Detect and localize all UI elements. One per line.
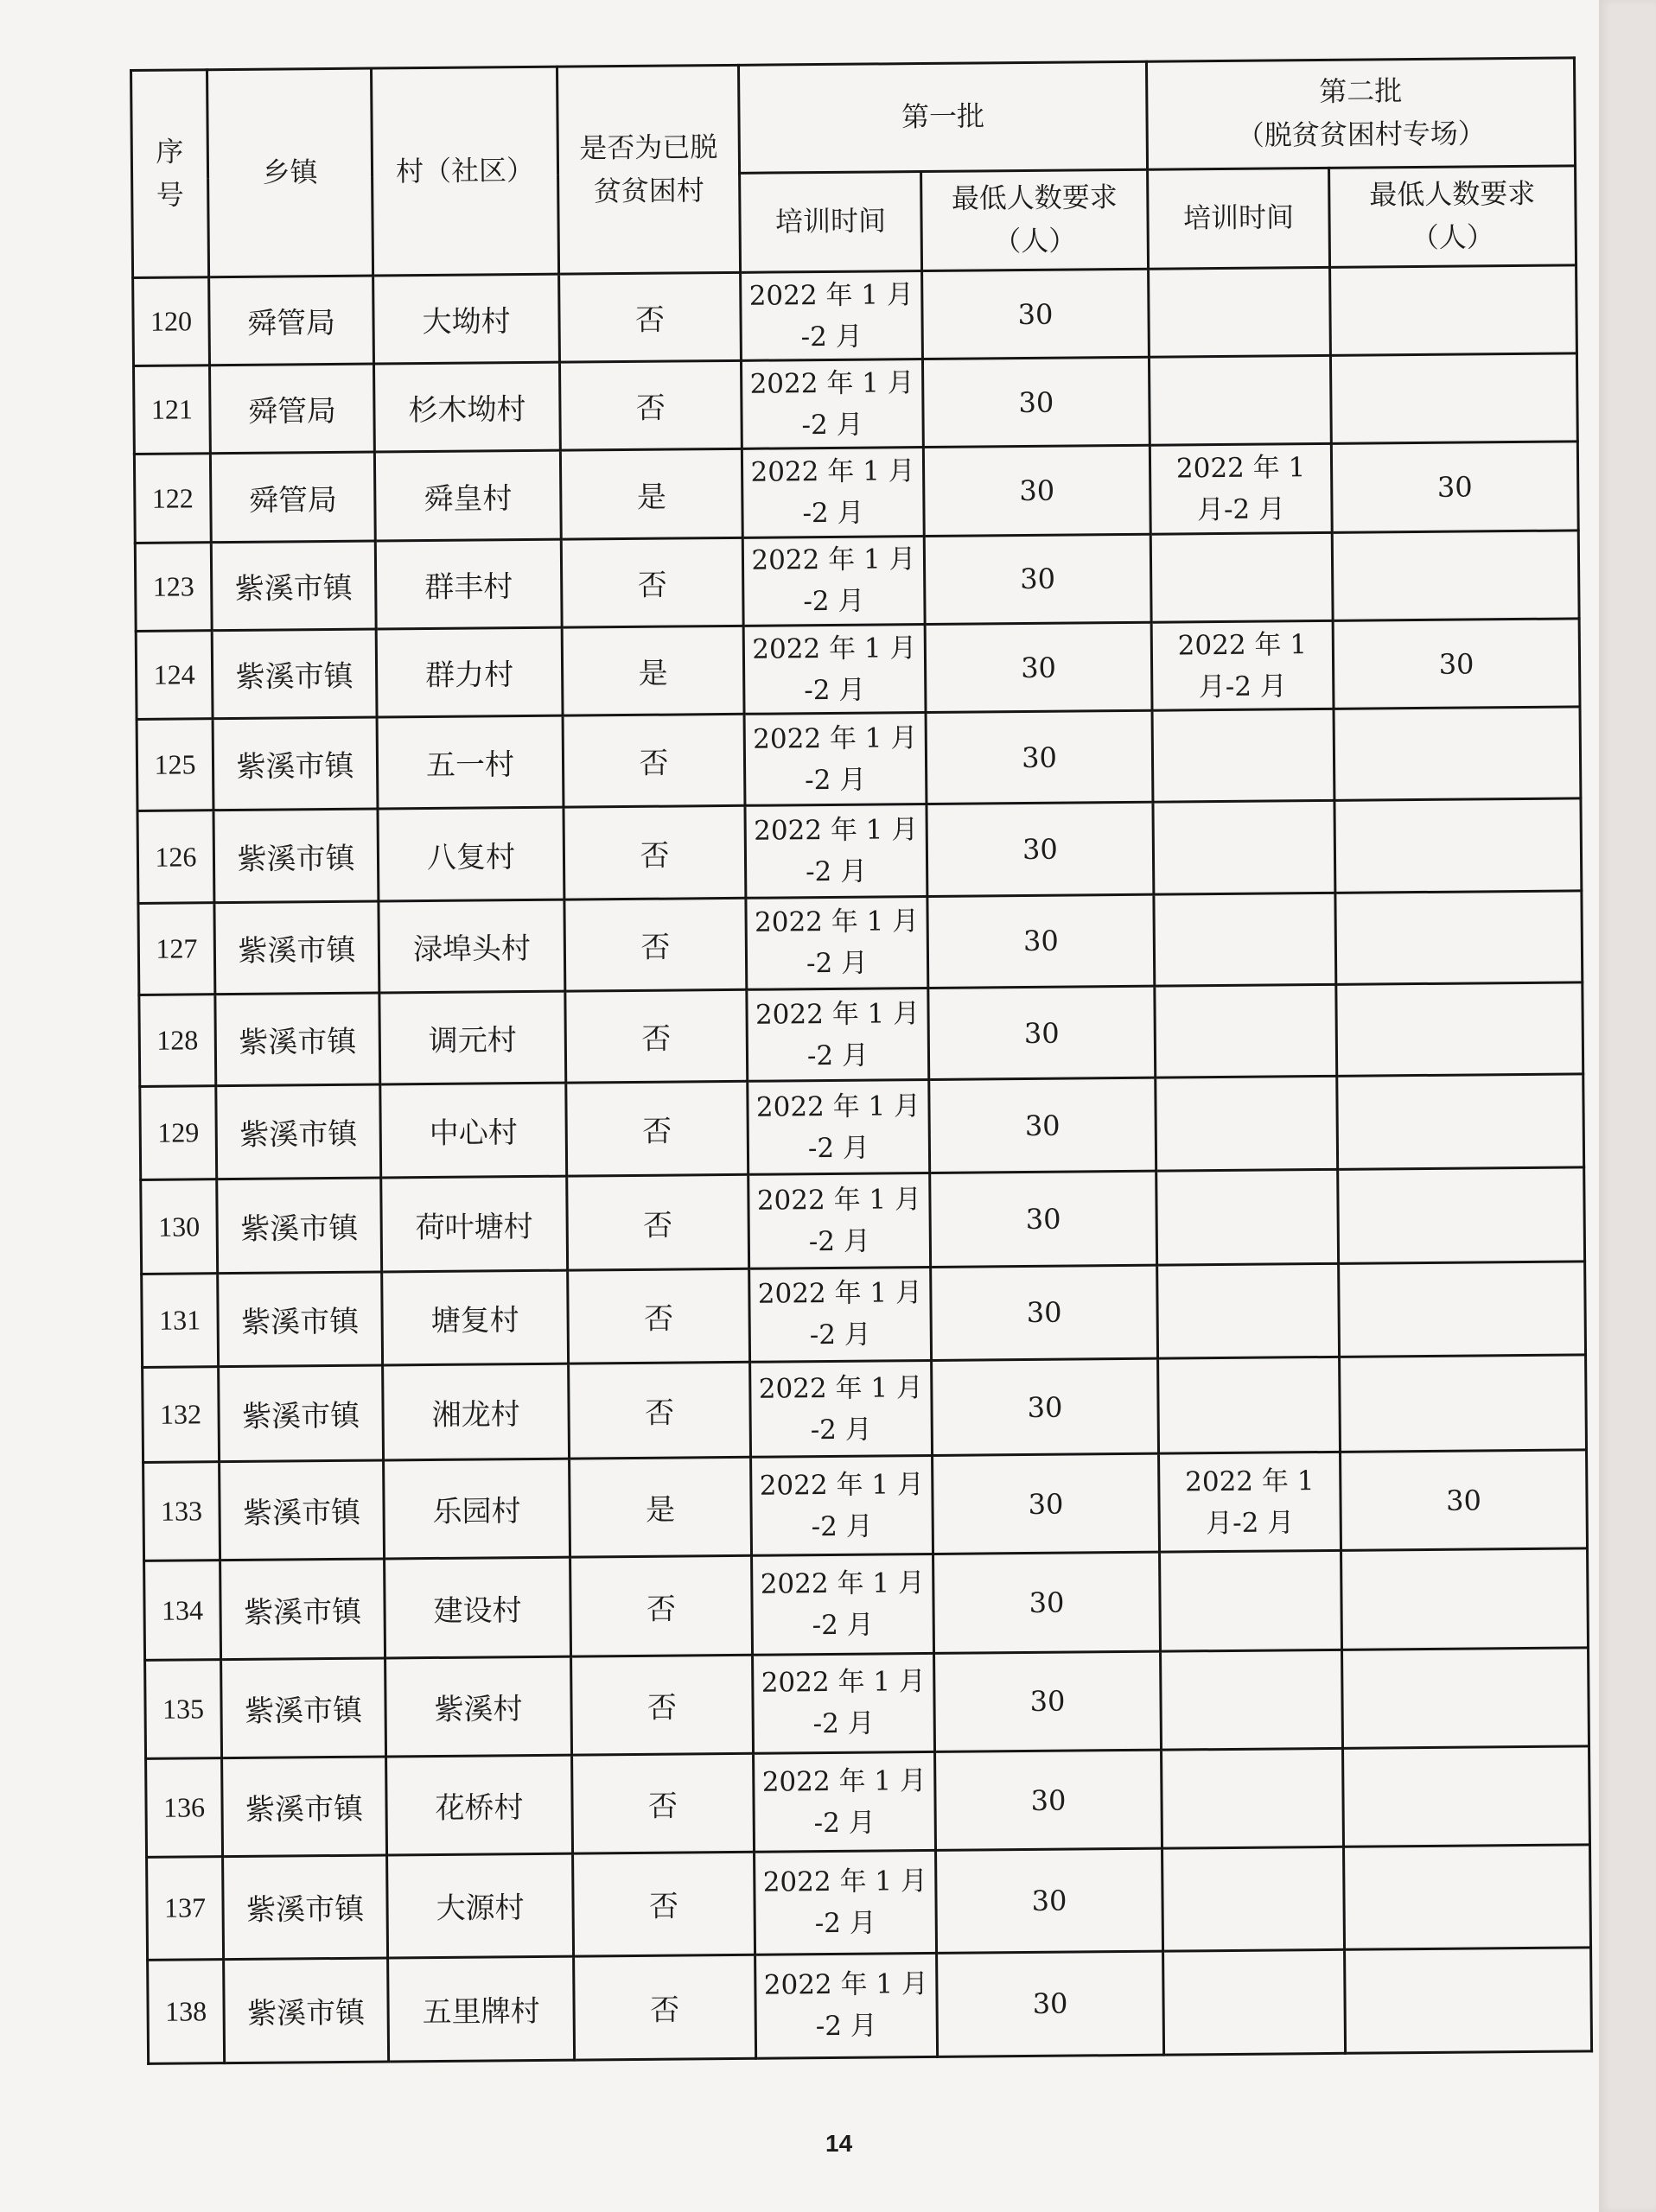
batch2-time-line xyxy=(1167,1600,1335,1602)
batch2-min-cell: 30 xyxy=(1331,442,1578,532)
batch2-time-line xyxy=(1169,1898,1338,1900)
batch1-time-line: 2022 年 1 月 xyxy=(755,997,920,1031)
batch2-time-line xyxy=(1169,1797,1337,1799)
batch1-time-line: -2 月 xyxy=(814,1907,876,1940)
batch2-min-cell xyxy=(1330,265,1577,356)
village-cell: 八复村 xyxy=(378,808,564,901)
table-row xyxy=(136,619,1580,720)
batch1-time-line: 2022 年 1 月 xyxy=(759,1468,925,1502)
village-cell: 五一村 xyxy=(377,715,564,809)
batch2-min-cell: 30 xyxy=(1333,619,1580,709)
batch2-min-cell xyxy=(1341,1548,1589,1649)
batch1-time-line: 2022 年 1 月 xyxy=(763,1968,929,2001)
batch1-time-line: -2 月 xyxy=(812,1707,875,1740)
batch1-time-line: 2022 年 1 月 xyxy=(755,1090,921,1123)
batch2-time-line: 月-2 月 xyxy=(1196,493,1286,526)
town-cell: 紫溪市镇 xyxy=(213,717,378,810)
batch1-time-cell xyxy=(741,359,923,449)
batch1-time-line: -2 月 xyxy=(805,855,868,888)
poverty-status-cell: 否 xyxy=(573,1853,755,1956)
batch1-time-line: 2022 年 1 月 xyxy=(758,1371,924,1405)
batch2-time-line xyxy=(1170,2001,1339,2003)
header-batch2-time: 培训时间 xyxy=(1148,168,1330,269)
town-cell: 紫溪市镇 xyxy=(220,1559,385,1659)
batch2-time-line xyxy=(1163,1217,1332,1218)
poverty-status-cell: 否 xyxy=(564,806,746,899)
town-cell: 舜管局 xyxy=(210,453,375,543)
batch1-time-line: -2 月 xyxy=(805,764,867,797)
batch2-time-cell xyxy=(1159,1452,1341,1553)
row-number-cell: 125 xyxy=(137,719,213,811)
poverty-status-cell: 否 xyxy=(574,1955,756,2060)
poverty-status-cell: 否 xyxy=(569,1362,751,1459)
batch1-min-cell: 30 xyxy=(936,1848,1163,1953)
batch2-time-line xyxy=(1162,1030,1330,1032)
village-cell: 群丰村 xyxy=(375,539,562,629)
batch1-min-cell: 30 xyxy=(934,1651,1162,1752)
batch1-min-cell: 30 xyxy=(927,803,1154,897)
village-cell: 大源村 xyxy=(387,1853,574,1957)
batch1-time-cell xyxy=(743,624,926,714)
batch1-min-cell: 30 xyxy=(923,446,1150,537)
row-number-cell: 124 xyxy=(136,631,213,720)
batch1-min-cell: 30 xyxy=(928,986,1156,1080)
header-village: 村（社区） xyxy=(372,67,559,276)
header-town: 乡镇 xyxy=(207,68,373,277)
batch1-time-cell xyxy=(742,448,924,537)
header-batch2-min: 最低人数要求 （人） xyxy=(1329,166,1576,267)
batch2-time-line xyxy=(1156,400,1324,402)
batch2-min-cell xyxy=(1343,1746,1590,1847)
poverty-status-cell: 是 xyxy=(560,449,742,539)
village-cell: 大坳村 xyxy=(373,274,560,364)
batch2-time-line xyxy=(1169,1898,1338,1900)
table-row xyxy=(137,798,1582,903)
batch2-min-cell xyxy=(1332,531,1579,621)
header-batch1: 第一批 xyxy=(738,61,1147,173)
batch2-time-line xyxy=(1170,2001,1339,2003)
batch1-time-cell xyxy=(746,896,928,989)
batch1-min-cell: 30 xyxy=(937,1951,1164,2057)
batch1-time-line: -2 月 xyxy=(811,1510,873,1542)
village-cell: 乐园村 xyxy=(384,1459,570,1559)
batch1-min-cell: 30 xyxy=(930,1172,1157,1268)
poverty-status-cell: 否 xyxy=(559,272,742,362)
batch1-time-line: 2022 年 1 月 xyxy=(754,906,920,938)
batch1-min-cell: 30 xyxy=(927,894,1155,988)
batch2-time-cell xyxy=(1154,893,1336,986)
batch2-time-cell xyxy=(1149,356,1331,446)
row-number-cell: 136 xyxy=(146,1758,223,1858)
town-cell: 紫溪市镇 xyxy=(219,1365,384,1462)
town-cell: 紫溪市镇 xyxy=(212,629,377,719)
header-seq: 序 号 xyxy=(131,70,209,278)
town-cell: 紫溪市镇 xyxy=(211,541,376,631)
batch2-time-line xyxy=(1162,1030,1330,1032)
batch2-time-cell xyxy=(1150,444,1332,534)
batch2-time-cell xyxy=(1160,1551,1342,1651)
batch2-time-line xyxy=(1164,1310,1333,1312)
poverty-status-cell: 否 xyxy=(572,1753,755,1853)
batch2-time-line xyxy=(1156,312,1324,314)
batch1-min-cell: 30 xyxy=(933,1553,1161,1654)
table-row xyxy=(145,1648,1589,1759)
row-number-cell: 128 xyxy=(139,995,216,1087)
batch2-time-line xyxy=(1159,755,1328,757)
table-row xyxy=(142,1262,1586,1368)
batch2-min-cell: 30 xyxy=(1341,1450,1588,1551)
village-cell: 五里牌村 xyxy=(388,1956,575,2062)
batch2-time-cell xyxy=(1151,620,1334,710)
training-schedule-table xyxy=(130,56,1593,2065)
table-row xyxy=(139,982,1583,1087)
header-batch1-min: 最低人数要求 （人） xyxy=(921,169,1149,270)
batch2-time-line xyxy=(1157,576,1326,578)
village-cell: 调元村 xyxy=(379,991,566,1084)
batch2-min-cell xyxy=(1334,707,1581,801)
batch2-time-line xyxy=(1160,847,1328,849)
batch1-time-line: -2 月 xyxy=(804,674,866,706)
batch1-time-line: -2 月 xyxy=(812,1609,874,1642)
row-number-cell: 135 xyxy=(145,1659,222,1758)
batch1-time-cell xyxy=(742,536,925,626)
batch2-time-cell xyxy=(1163,1949,1346,2055)
table-row xyxy=(133,265,1577,366)
batch2-time-cell xyxy=(1149,267,1331,357)
batch2-time-cell xyxy=(1157,1263,1340,1358)
village-cell: 群力村 xyxy=(376,627,563,717)
batch2-time-line: 2022 年 1 xyxy=(1177,628,1308,661)
batch2-time-line xyxy=(1156,312,1324,314)
row-number-cell: 121 xyxy=(133,365,210,454)
village-cell: 花桥村 xyxy=(386,1755,573,1855)
table-row xyxy=(141,1167,1585,1274)
batch1-min-cell: 30 xyxy=(929,1077,1156,1173)
batch1-min-cell: 30 xyxy=(924,534,1151,625)
poverty-status-cell: 否 xyxy=(570,1556,753,1656)
town-cell: 紫溪市镇 xyxy=(221,1658,386,1758)
village-cell: 中心村 xyxy=(380,1083,567,1178)
table-row xyxy=(138,891,1583,995)
batch1-time-line: 2022 年 1 月 xyxy=(761,1666,927,1699)
row-number-cell: 130 xyxy=(141,1179,218,1274)
batch2-time-line: 2022 年 1 xyxy=(1185,1465,1315,1498)
row-number-cell: 127 xyxy=(138,902,215,995)
table-row xyxy=(148,1947,1592,2063)
batch1-time-cell xyxy=(745,804,927,898)
poverty-status-cell: 否 xyxy=(565,989,748,1083)
batch1-time-line: -2 月 xyxy=(803,585,865,618)
poverty-status-cell: 否 xyxy=(564,898,747,991)
town-cell: 紫溪市镇 xyxy=(214,901,379,995)
batch2-time-cell xyxy=(1161,1649,1343,1750)
batch2-time-cell xyxy=(1152,709,1334,803)
row-number-cell: 123 xyxy=(135,542,212,631)
batch2-time-line xyxy=(1156,400,1324,402)
batch1-time-cell xyxy=(752,1554,934,1655)
batch1-time-line: 2022 年 1 月 xyxy=(756,1184,922,1217)
batch1-time-line: -2 月 xyxy=(808,1225,871,1258)
batch1-min-cell: 30 xyxy=(933,1453,1160,1554)
batch2-time-line xyxy=(1162,1123,1331,1125)
batch2-time-cell xyxy=(1162,1748,1344,1848)
batch1-time-cell xyxy=(755,1851,937,1955)
batch2-min-cell xyxy=(1344,1845,1591,1949)
batch1-time-cell xyxy=(747,988,929,1081)
town-cell: 舜管局 xyxy=(209,364,374,454)
page-number: 14 xyxy=(825,2130,853,2157)
table-body xyxy=(133,265,1592,2063)
header-batch1-time: 培训时间 xyxy=(740,172,922,273)
batch1-min-cell: 30 xyxy=(925,622,1152,713)
header-row-top xyxy=(131,58,1576,179)
table-row xyxy=(140,1074,1584,1180)
village-cell: 建设村 xyxy=(385,1558,571,1658)
town-cell: 紫溪市镇 xyxy=(217,1178,382,1273)
batch2-time-line xyxy=(1168,1699,1336,1700)
town-cell: 紫溪市镇 xyxy=(215,993,380,1086)
batch1-time-cell xyxy=(754,1751,936,1852)
table-row xyxy=(143,1450,1588,1561)
village-cell: 塘复村 xyxy=(382,1270,569,1365)
poverty-status-cell: 否 xyxy=(571,1655,754,1755)
batch1-time-cell xyxy=(741,271,923,361)
village-cell: 荷叶塘村 xyxy=(381,1177,568,1272)
town-cell: 紫溪市镇 xyxy=(224,1958,389,2063)
batch2-min-cell xyxy=(1342,1648,1589,1749)
next-page-edge xyxy=(1599,0,1656,2212)
batch2-time-line: 月-2 月 xyxy=(1198,670,1287,702)
batch2-time-line: 月-2 月 xyxy=(1206,1507,1295,1540)
batch1-time-line: 2022 年 1 月 xyxy=(761,1764,927,1798)
batch1-min-cell: 30 xyxy=(932,1358,1159,1456)
batch2-time-line xyxy=(1163,1217,1332,1218)
batch1-time-line: -2 月 xyxy=(806,1039,869,1071)
header-poverty: 是否为已脱 贫贫困村 xyxy=(557,65,740,274)
batch1-time-line: 2022 年 1 月 xyxy=(751,543,916,577)
batch1-time-line: 2022 年 1 月 xyxy=(753,721,918,755)
batch1-time-cell xyxy=(755,1953,938,2058)
town-cell: 紫溪市镇 xyxy=(222,1757,387,1857)
table-row xyxy=(143,1355,1587,1463)
batch2-time-line xyxy=(1169,1797,1337,1799)
poverty-status-cell: 否 xyxy=(559,361,742,451)
batch1-time-line: 2022 年 1 月 xyxy=(762,1865,928,1898)
batch1-time-line: -2 月 xyxy=(813,1807,876,1839)
batch2-time-line xyxy=(1165,1404,1334,1406)
village-cell: 渌埠头村 xyxy=(379,899,565,993)
batch1-time-line: -2 月 xyxy=(810,1414,872,1446)
row-number-cell: 134 xyxy=(144,1560,221,1660)
batch2-time-line xyxy=(1159,755,1328,757)
table-row xyxy=(137,707,1581,811)
header-batch2: 第二批 （脱贫贫困村专场） xyxy=(1146,58,1575,169)
batch1-time-line: -2 月 xyxy=(815,2010,877,2043)
batch2-time-cell xyxy=(1155,984,1337,1077)
village-cell: 杉木坳村 xyxy=(373,362,560,452)
poverty-status-cell: 是 xyxy=(562,626,744,715)
batch1-min-cell: 30 xyxy=(926,710,1153,804)
batch1-time-cell xyxy=(749,1267,932,1362)
batch2-time-line xyxy=(1160,847,1328,849)
row-number-cell: 122 xyxy=(134,454,211,543)
batch2-time-line xyxy=(1167,1600,1335,1602)
batch1-time-line: 2022 年 1 月 xyxy=(752,632,917,665)
row-number-cell: 133 xyxy=(143,1462,220,1561)
row-number-cell: 129 xyxy=(140,1086,217,1180)
batch1-time-cell xyxy=(751,1456,933,1556)
poverty-status-cell: 否 xyxy=(563,714,745,807)
poverty-status-cell: 否 xyxy=(568,1268,750,1363)
batch2-time-cell xyxy=(1162,1847,1345,1951)
poverty-status-cell: 否 xyxy=(566,1081,748,1176)
batch1-time-cell xyxy=(744,713,927,806)
batch1-time-line: -2 月 xyxy=(809,1319,872,1351)
batch2-time-cell xyxy=(1153,801,1335,894)
batch1-min-cell: 30 xyxy=(922,357,1150,448)
batch1-time-cell xyxy=(753,1653,935,1753)
batch2-min-cell xyxy=(1339,1262,1586,1357)
row-number-cell: 120 xyxy=(133,277,210,366)
row-number-cell: 126 xyxy=(137,810,214,903)
batch2-time-line xyxy=(1168,1699,1336,1700)
row-number-cell: 137 xyxy=(147,1857,224,1960)
batch1-time-line: 2022 年 1 月 xyxy=(750,455,915,488)
village-cell: 舜皇村 xyxy=(374,451,561,541)
batch2-time-line xyxy=(1162,1123,1331,1125)
town-cell: 紫溪市镇 xyxy=(220,1460,385,1560)
row-number-cell: 132 xyxy=(143,1367,220,1463)
batch2-min-cell xyxy=(1340,1355,1587,1452)
poverty-status-cell: 是 xyxy=(570,1457,752,1557)
town-cell: 紫溪市镇 xyxy=(213,809,379,902)
batch1-time-line: -2 月 xyxy=(806,947,869,980)
batch2-min-cell xyxy=(1338,1167,1585,1263)
batch2-time-line xyxy=(1165,1404,1334,1406)
row-number-cell: 138 xyxy=(148,1959,225,2063)
table-row xyxy=(144,1548,1589,1660)
batch1-min-cell: 30 xyxy=(931,1265,1158,1361)
town-cell: 紫溪市镇 xyxy=(218,1272,383,1367)
batch1-min-cell: 30 xyxy=(935,1750,1162,1851)
batch2-min-cell xyxy=(1334,798,1582,893)
village-cell: 紫溪村 xyxy=(385,1656,572,1757)
poverty-status-cell: 否 xyxy=(567,1175,749,1270)
batch1-time-line: 2022 年 1 月 xyxy=(760,1567,926,1600)
table-row xyxy=(135,531,1579,632)
batch1-time-line: -2 月 xyxy=(807,1132,870,1164)
town-cell: 紫溪市镇 xyxy=(223,1855,388,1959)
batch2-min-cell xyxy=(1335,891,1583,985)
batch2-min-cell xyxy=(1330,353,1577,444)
table-row xyxy=(146,1746,1590,1858)
table-row xyxy=(134,442,1578,543)
village-cell: 湘龙村 xyxy=(383,1363,570,1460)
batch2-min-cell xyxy=(1336,982,1583,1077)
batch2-time-line xyxy=(1161,938,1329,940)
batch1-time-cell xyxy=(748,1173,931,1268)
batch2-time-line xyxy=(1157,576,1326,578)
batch2-time-cell xyxy=(1156,1170,1339,1265)
batch2-time-line xyxy=(1164,1310,1333,1312)
town-cell: 舜管局 xyxy=(209,276,374,365)
batch2-time-line: 2022 年 1 xyxy=(1175,452,1306,485)
batch2-time-cell xyxy=(1158,1357,1341,1453)
town-cell: 紫溪市镇 xyxy=(216,1084,381,1179)
batch1-time-line: 2022 年 1 月 xyxy=(757,1277,923,1310)
batch2-time-line xyxy=(1161,938,1329,940)
batch1-time-line: -2 月 xyxy=(802,497,864,530)
batch2-min-cell xyxy=(1337,1074,1584,1170)
batch1-time-cell xyxy=(748,1080,930,1175)
batch1-min-cell: 30 xyxy=(922,269,1150,359)
batch1-time-cell xyxy=(750,1360,933,1457)
batch2-time-cell xyxy=(1156,1077,1338,1172)
batch1-time-line: 2022 年 1 月 xyxy=(749,366,914,400)
batch2-time-cell xyxy=(1150,532,1333,622)
batch1-time-line: -2 月 xyxy=(801,409,863,442)
row-number-cell: 131 xyxy=(142,1273,219,1367)
poverty-status-cell: 否 xyxy=(561,537,743,627)
batch2-min-cell xyxy=(1345,1947,1592,2053)
table-row xyxy=(133,353,1577,454)
batch1-time-line: 2022 年 1 月 xyxy=(748,278,914,312)
batch1-time-line: -2 月 xyxy=(800,321,863,353)
batch1-time-line: 2022 年 1 月 xyxy=(753,814,919,847)
table-row xyxy=(147,1845,1591,1960)
